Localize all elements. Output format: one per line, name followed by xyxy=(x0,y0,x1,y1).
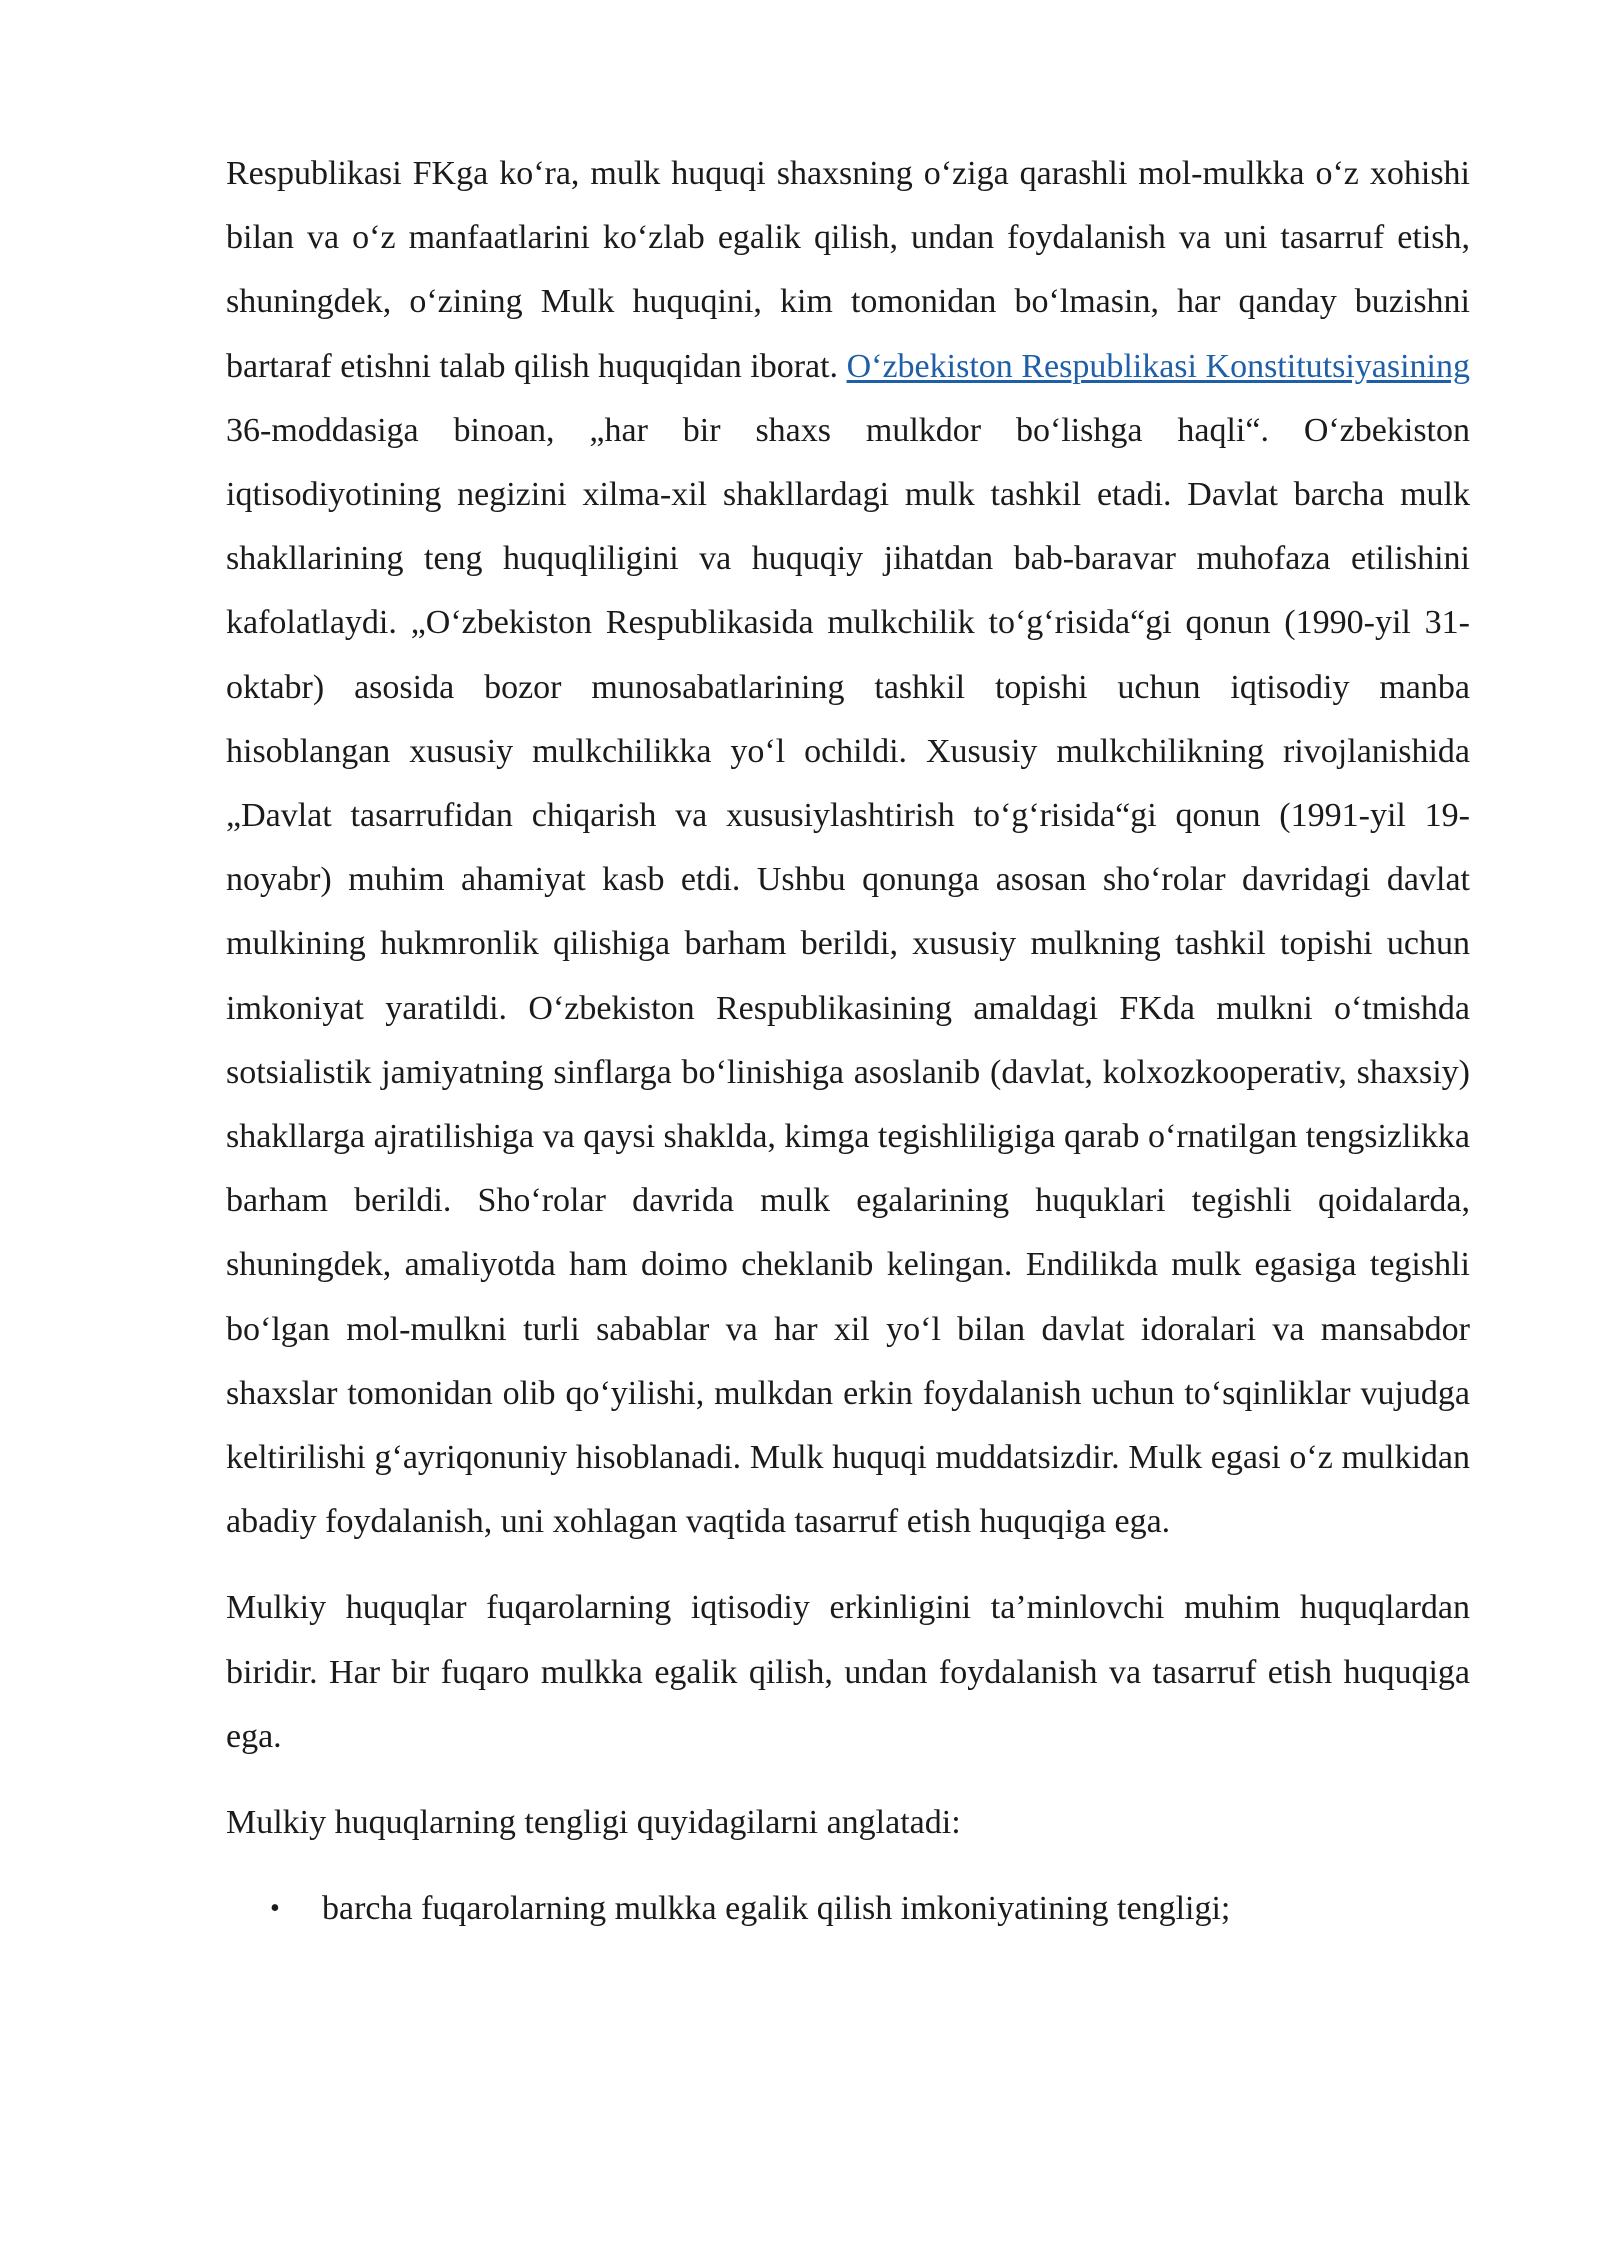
paragraph-text-start: Respublikasi FKga ko‘ra, mulk huquqi shaxsning o‘ziga qarashli mol-mulkka o‘z xohishi bilan va o‘z manfaatlarini ko‘zlab egalik qilish, undan foydalanish va uni tasarruf etish, shuningdek, o‘zining Mulk huquqini, kim tomonidan bo‘lmasin, har qanday buzishni bartaraf etishni talab qilish huquqidan iborat. xyxy=(226,155,1470,385)
paragraph-property-rights xyxy=(226,142,1470,1554)
constitution-link[interactable]: O‘zbekiston Respublikasi Konstitutsiyasining xyxy=(846,347,1470,385)
equality-list xyxy=(226,1877,1470,1941)
paragraph-text-continued: 36-moddasiga binoan, „har bir shaxs mulkdor bo‘lishga haqli“. O‘zbekiston iqtisodiyotining negizini xilma-xil shakllardagi mulk tashkil etadi. Davlat barcha mulk shakllarining teng huquqliligini va huquqiy jihatdan bab-baravar muhofaza etilishini kafolatlaydi. „O‘zbekiston Respublikasida mulkchilik to‘g‘risida“gi qonun (1990-yil 31-oktabr) asosida bozor munosabatlarining tashkil topishi uchun iqtisodiy manba hisoblangan xususiy mulkchilikka yo‘l ochildi. Xususiy mulkchilikning rivojlanishida „Davlat tasarrufidan chiqarish va xususiylashtirish to‘g‘risida“gi qonun (1991-yil 19-noyabr) muhim ahamiyat kasb etdi. Ushbu qonunga asosan sho‘rolar davridagi davlat mulkining hukmronlik qilishiga barham berildi, xususiy mulkning tashkil topishi uchun imkoniyat yaratildi. O‘zbekiston Respublikasining amaldagi FKda mulkni o‘tmishda sotsialistik jamiyatning sinflarga bo‘linishiga asoslanib (davlat, kolxozkooperativ, shaxsiy) shakllarga ajratilishiga va qaysi shaklda, kimga tegishliligiga qarab o‘rnatilgan tengsizlikka barham berildi. Sho‘rolar davrida mulk egalarining huquklari tegishli qoidalarda, shuningdek, amaliyotda ham doimo cheklanib kelingan. Endilikda mulk egasiga tegishli bo‘lgan mol-mulkni turli sabablar va har xil yo‘l bilan davlat idoralari va mansabdor shaxslar tomonidan olib qo‘yilishi, mulkdan erkin foydalanish uchun to‘sqinliklar vujudga keltirilishi g‘ayriqonuniy hisoblanadi. Mulk huquqi muddatsizdir. Mulk egasi o‘z mulkidan abadiy foydalanish, uni xohlagan vaqtida tasarruf etish huquqiga ega. xyxy=(226,411,1470,1541)
paragraph-equality-intro: Mulkiy huquqlarning tengligi quyidagilarni anglatadi: xyxy=(226,1804,961,1842)
document-page xyxy=(226,142,1470,1941)
paragraph-economic-freedom: Mulkiy huquqlar fuqarolarning iqtisodiy erkinligini ta’minlovchi muhim huquqlardan biridir. Har bir fuqaro mulkka egalik qilish, undan foydalanish va tasarruf etish huquqiga ega. xyxy=(226,1589,1470,1755)
list-item-text: barcha fuqarolarning mulkka egalik qilish imkoniyatining tengligi; xyxy=(322,1890,1231,1928)
bullet-icon: • xyxy=(270,1893,280,1925)
list-item xyxy=(226,1877,1470,1941)
